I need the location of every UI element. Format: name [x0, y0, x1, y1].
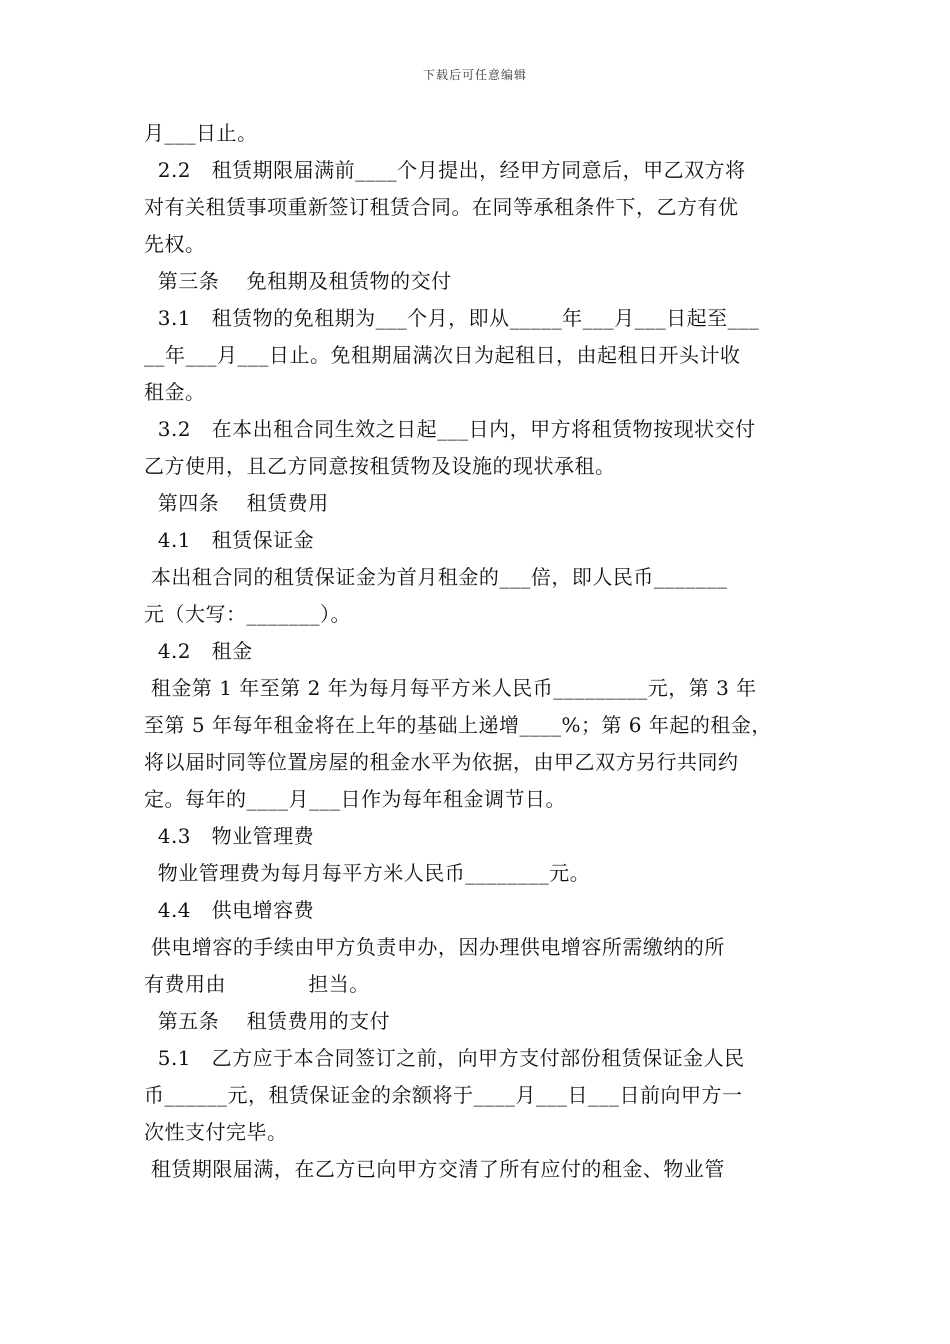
text-line: 将以届时同等位置房屋的租金水平为依据，由甲乙双方另行共同约 [144, 750, 739, 774]
text-line: 物业管理费为每月每平方米人民币________元。 [144, 861, 591, 885]
text-line: 租金第 1 年至第 2 年为每月每平方米人民币_________元，第 3 年 [144, 676, 757, 700]
text-line: 有费用由 担当。 [144, 972, 370, 996]
subsection-heading: 4.4 供电增容费 [144, 898, 315, 922]
text-line: 定。每年的____月___日作为每年租金调节日。 [144, 787, 566, 811]
text-line: __年___月___日止。免租期届满次日为起租日，由起租日开头计收 [144, 343, 741, 367]
text-line: 供电增容的手续由甲方负责申办，因办理供电增容所需缴纳的所 [144, 935, 725, 959]
subsection-heading: 4.1 租赁保证金 [144, 528, 315, 552]
text-line: 月___日止。 [144, 121, 258, 145]
text-line: 5.1 乙方应于本合同签订之前，向甲方支付部份租赁保证金人民 [144, 1046, 745, 1070]
text-line: 本出租合同的租赁保证金为首月租金的___倍，即人民币_______ [144, 565, 728, 589]
text-line: 至第 5 年每年租金将在上年的基础上递增____%；第 6 年起的租金， [144, 713, 772, 737]
section-heading: 第四条 租赁费用 [144, 491, 329, 515]
text-line: 3.2 在本出租合同生效之日起___日内，甲方将租赁物按现状交付 [144, 417, 756, 441]
subsection-heading: 4.3 物业管理费 [144, 824, 315, 848]
text-line: 2.2 租赁期限届满前____个月提出，经甲方同意后，甲乙双方将 [144, 158, 746, 182]
text-line: 币______元，租赁保证金的余额将于____月___日___日前向甲方一 [144, 1083, 743, 1107]
section-heading: 第三条 免租期及租赁物的交付 [144, 269, 452, 293]
subsection-heading: 4.2 租金 [144, 639, 253, 663]
section-heading: 第五条 租赁费用的支付 [144, 1009, 391, 1033]
text-line: 乙方使用，且乙方同意按租赁物及设施的现状承租。 [144, 454, 616, 478]
text-line: 租金。 [144, 380, 206, 404]
page-header: 下载后可任意编辑 [422, 68, 527, 82]
text-line: 次性支付完毕。 [144, 1120, 288, 1144]
text-line: 先权。 [144, 232, 206, 256]
text-line: 对有关租赁事项重新签订租赁合同。在同等承租条件下，乙方有优 [144, 195, 739, 219]
text-line: 元（大写：_______）。 [144, 602, 351, 626]
document-body [144, 115, 808, 1188]
text-line: 3.1 租赁物的免租期为___个月，即从_____年___月___日起至___ [144, 306, 760, 330]
text-line: 租赁期限届满，在乙方已向甲方交清了所有应付的租金、物业管 [144, 1157, 725, 1181]
